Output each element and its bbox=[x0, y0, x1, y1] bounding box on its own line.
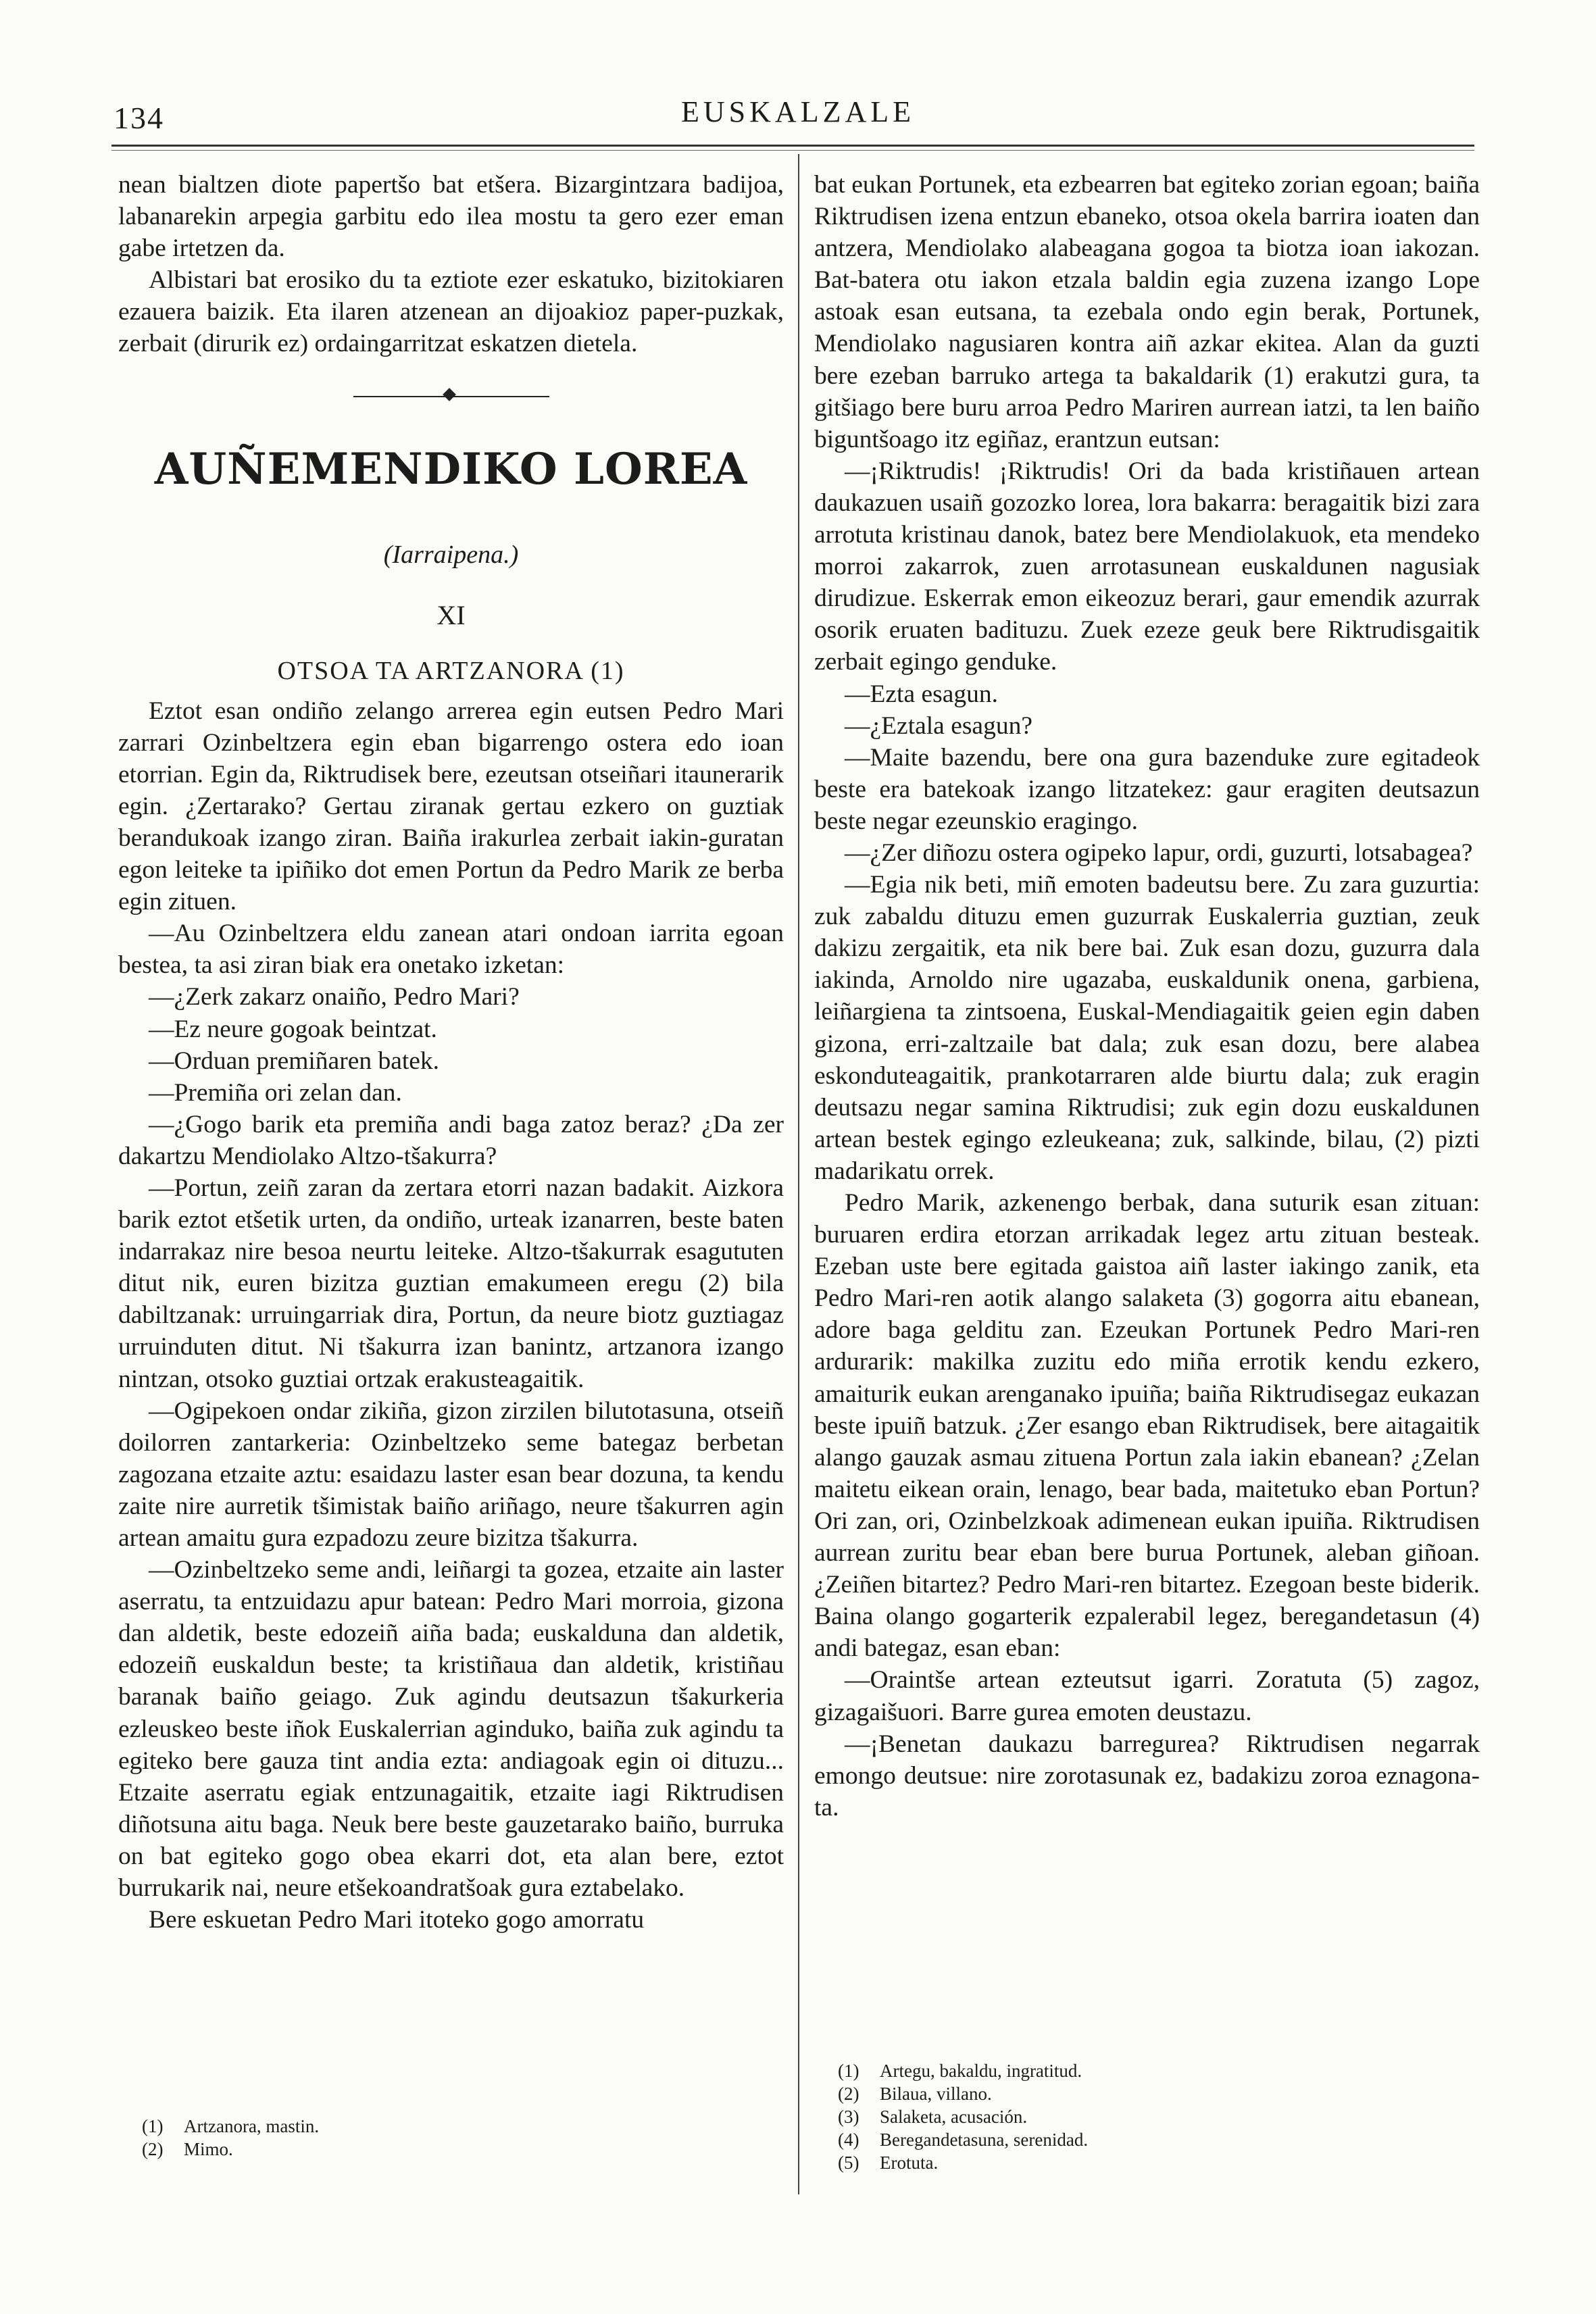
footnote bbox=[838, 2128, 1446, 2151]
body-paragraph: —¿Eztala esagun? bbox=[845, 711, 1032, 740]
footnote-text: Mimo. bbox=[184, 2139, 233, 2159]
footnote-text: Beregandetasuna, serenidad. bbox=[880, 2130, 1089, 2150]
body-paragraph: —¿Gogo barik eta premiña andi baga zatoz beraz? ¿Da zer dakartzu Mendiolako Altzo-tšakurra? bbox=[118, 1110, 784, 1170]
body-paragraph: —Oraintše artean ezteutsut igarri. Zoratuta (5) zagoz, gizagaišuori. Barre gurea emoten deustazu. bbox=[814, 1666, 1480, 1726]
column-divider bbox=[798, 154, 799, 2194]
footnote bbox=[142, 2138, 750, 2161]
intro-paragraph: Albistari bat erosiko du ta eztiote ezer eskatuko, bizitokiaren ezauera baizik. Eta ilaren atzenean an dijoakioz paper-puzkak, zerbait (dirurik ez) ordaingarritzat eskatzen dietela. bbox=[118, 266, 784, 358]
footnote bbox=[838, 2082, 1446, 2105]
continuation-note: (Iarraipena.) bbox=[383, 540, 519, 569]
body-paragraph: —Premiña ori zelan dan. bbox=[149, 1078, 402, 1107]
section-ornament bbox=[353, 390, 549, 403]
right-column bbox=[814, 169, 1480, 1823]
body-paragraph: —Ozinbeltzeko seme andi, leiñargi ta gozea, etzaite ain laster aserratu, ta entzuidazu apur batean: Pedro Mari morroia, gizona dan aldetik, beste edozeiñ aiña bada; euskalduna dan aldetik, edozeiñ euskaldun beste; ta kristiñaua dan aldetik, kristiñau baranak baiño geiago. Zuk agindu deutsazun tšakurkeria ezleuskeo beste iñok Euskalerrian aginduko, baiña zuk agindu ta egiteko bere gauza tint andia ezta: andiagoak egin oi dituzu... Etzaite aserratu egiak entzunagaitik, etzaite iagi Riktrudisen diñotsuna aitu baga. Neuk bere beste gauzetarako baiño, burruka on bat egiteko gogo obea ekarri dot, eta alan bere, eztot burrukarik nai, neure etšekoandratšoak gura eztabelako. bbox=[118, 1556, 784, 1903]
footnote bbox=[838, 2059, 1446, 2082]
body-paragraph: —Orduan premiñaren batek. bbox=[149, 1047, 440, 1075]
body-paragraph: Pedro Marik, azkenengo berbak, dana suturik esan zituan: buruaren erdira etorzan arrikadak legez artu zituan besteak. Ezeban uste bere egitada gaistoa aiñ laster iakingo zanik, eta Pedro Mari-ren aotik alango salaketa (3) gogorra aitu ebanean, adore baga gelditu zan. Ezeukan Portunek Pedro Mari-ren ardurarik: makilka zuzitu edo miña errotik kendu ezkero, amaiturik eukan arenganako ipuiña; baiña Riktrudisegaz eukazan beste ipuiñ batzuk. ¿Zer esango eban Riktrudisek, bere aitagaitik alango gauzak asmau zituena Portun zala iakin ebanean? ¿Zelan maitetu eikean orain, lenago, bear bada, maitetuko eban Portun? Ori zan, ori, Ozinbelzkoak adimenean eukan ipuiña. Riktrudisen aurrean zuritu bear eban bere burua Portunek, aleban giñoan. ¿Zeiñen bitartez? Pedro Mari-ren bitartez. Ezegoan beste biderik. Baina olango gogarterik ezpalerabil legez, beregandetasun (4) andi bategaz, esan eban: bbox=[814, 1189, 1480, 1663]
body-paragraph: —¡Benetan daukazu barregurea? Riktrudisen negarrak emongo deutsue: nire zorotasunak ez, badakizu zoroa eznagona-ta. bbox=[814, 1730, 1480, 1821]
header-rule bbox=[111, 145, 1474, 147]
body-paragraph: —Portun, zeiñ zaran da zertara etorri nazan badakit. Aizkora barik eztot etšetik urten, da ondiño, urteak izanarren, beste baten indarrakaz nire besoa neurtu leiteke. Altzo-tšakurrak esagututen ditut nik, euren bizitza guztian emakumeen eregu (2) bila dabiltzanak: urruingarriak dira, Portun, da neure biotz guztiagaz urruinduten ditut. Ni tšakurra izan banintz, artzanora izango nintzan, otsoko guztiai ortzak erakusteagaitik. bbox=[118, 1174, 784, 1393]
footnote-number: (3) bbox=[838, 2107, 859, 2127]
right-footnotes bbox=[838, 2059, 1446, 2174]
footnote-text: Bilaua, villano. bbox=[880, 2084, 992, 2104]
left-footnotes bbox=[142, 2115, 750, 2161]
body-paragraph: —¿Zer diñozu ostera ogipeko lapur, ordi, guzurti, lotsabagea? bbox=[845, 838, 1473, 867]
body-paragraph: —Ogipekoen ondar zikiña, gizon zirzilen bilutotasuna, otseiñ doilorren zantarkeria: Ozinbeltzeko seme bategaz berbetan zagozana etzaite aztu: esaidazu laster esan bear dozuna, ta kendu zaite nire aurretik tšimistak baiño ariñago, neure tšakurren agin artean amaitu gura ezpadozu zeure bizitza tšakurra. bbox=[118, 1397, 784, 1552]
footnote bbox=[838, 2105, 1446, 2128]
header-rule-thin bbox=[111, 150, 1474, 151]
body-paragraph: —Maite bazendu, bere ona gura bazenduke zure egitadeok beste era batekoak izango litzatekez: gaur eragiten deutsazun beste negar ezeunskio eragingo. bbox=[814, 743, 1480, 835]
body-paragraph: —¿Zerk zakarz onaiño, Pedro Mari? bbox=[149, 983, 520, 1011]
body-paragraph: —¡Riktrudis! ¡Riktrudis! Ori da bada kristiñauen artean daukazuen usaiñ gozozko lorea, lora bakarra: beragaitik bizi zara arrotuta kristinau danok, batez bere Mendiolakuok, eta mendeko morroi zakarrok, zuen arrotasunean euskaldunen nagusiak dirudizue. Eskerrak emon eikeozuz berari, gaur emendik azurrak osorik eruaten badituzu. Zuek ezeze geuk bere Riktrudisgaitik zerbait egingo genduke. bbox=[814, 457, 1480, 676]
footnote-number: (1) bbox=[142, 2116, 164, 2136]
intro-paragraph: nean bialtzen diote papertšo bat etšera. Bizargintzara badijoa, labanarekin arpegia garbitu edo ilea mostu ta gero ezer eman gabe irtetzen da. bbox=[118, 171, 784, 263]
body-paragraph: bat eukan Portunek, eta ezbearren bat egiteko zorian egoan; baiña Riktrudisen izena entzun ebaneko, otsoa okela barrira ioaten dan antzera, Mendiolako alabeagana gogoa ta biotza ioan iakozan. Bat-batera otu iakon etzala baldin egia zuzena izango Lope astoak esan eutsana, ta ezebala ondo egin berak, Portunek, Mendiolako nagusiaren kontra aiñ azkar ekitea. Alan da guzti bere ezeban barruko artega ta bakaldarik (1) erakutzi gura, ta gitšiago bere buru arroa Pedro Mariren aurrean iatzi, ta len baiño biguntšoago itz egiñaz, erantzun eutsan: bbox=[814, 171, 1480, 453]
right-body-text bbox=[814, 169, 1480, 1823]
body-paragraph: Bere eskuetan Pedro Mari itoteko gogo amorratu bbox=[149, 1906, 645, 1934]
page-number: 134 bbox=[114, 101, 164, 135]
footnote-number: (2) bbox=[142, 2139, 164, 2159]
footnote-number: (1) bbox=[838, 2061, 859, 2081]
chapter-title: OTSOA TA ARTZANORA (1) bbox=[277, 656, 625, 685]
body-paragraph: —Egia nik beti, miñ emoten badeutsu bere. Zu zara guzurtia: zuk zabaldu dituzu emen guzurrak Euskalerria guztian, zeuk dakizu zergaitik, eta nik bere bai. Zuk esan dozu, guzurra dala iakinda, Arnoldo nire ugazaba, euskaldunik onena, garbiena, leiñargiena ta zintsoena, Euskal-Mendiagaitik geien egin daben gizona, erri-zaltzaile bat dala; zuk esan dozu, bere alabea eskonduteagaitik, prankotarraren alde biurtu dala; zuk eragin deutsazu negar samina Riktrudisi; zuk egin dozu euskaldunen artean bestek egingo ezleukeana; zuk, salkinde, bilau, (2) pizti madarikatu orrek. bbox=[814, 871, 1480, 1185]
footnote-text: Artzanora, mastin. bbox=[184, 2116, 320, 2136]
body-paragraph: —Ez neure gogoak beintzat. bbox=[149, 1015, 437, 1043]
left-column bbox=[118, 169, 784, 1936]
footnote-number: (5) bbox=[838, 2153, 859, 2173]
article-title: AUÑEMENDIKO LOREA bbox=[154, 443, 748, 495]
journal-title: EUSKALZALE bbox=[681, 95, 915, 128]
body-paragraph: —Au Ozinbeltzera eldu zanean atari ondoan iarrita egoan bestea, ta asi ziran biak era onetako izketan: bbox=[118, 920, 784, 980]
footnote-text: Erotuta. bbox=[880, 2153, 939, 2173]
body-paragraph: Eztot esan ondiño zelango arrerea egin eutsen Pedro Mari zarrari Ozinbeltzera egin eban bigarrengo ostera edo ioan etorrian. Egin da, Riktrudisek bere, ezeutsan otseiñari itaunerarik egin. ¿Zertarako? Gertau ziranak gertau ezkero on guztiak berandukoak izango ziran. Baiña irakurlea zerbait iakin-guratan egon leiteke ta ipiñiko dot emen Portun da Pedro Marik ze berba egin zituen. bbox=[118, 697, 784, 916]
chapter-number: XI bbox=[437, 599, 466, 630]
footnote-text: Artegu, bakaldu, ingratitud. bbox=[880, 2061, 1082, 2081]
footnote-number: (2) bbox=[838, 2084, 859, 2104]
footnote-number: (4) bbox=[838, 2130, 859, 2150]
body-paragraph: —Ezta esagun. bbox=[845, 680, 998, 708]
diamond-ornament-icon bbox=[443, 388, 456, 401]
footnote bbox=[838, 2151, 1446, 2174]
footnote bbox=[142, 2115, 750, 2138]
left-body-text bbox=[118, 695, 784, 1936]
footnote-text: Salaketa, acusación. bbox=[880, 2107, 1028, 2127]
